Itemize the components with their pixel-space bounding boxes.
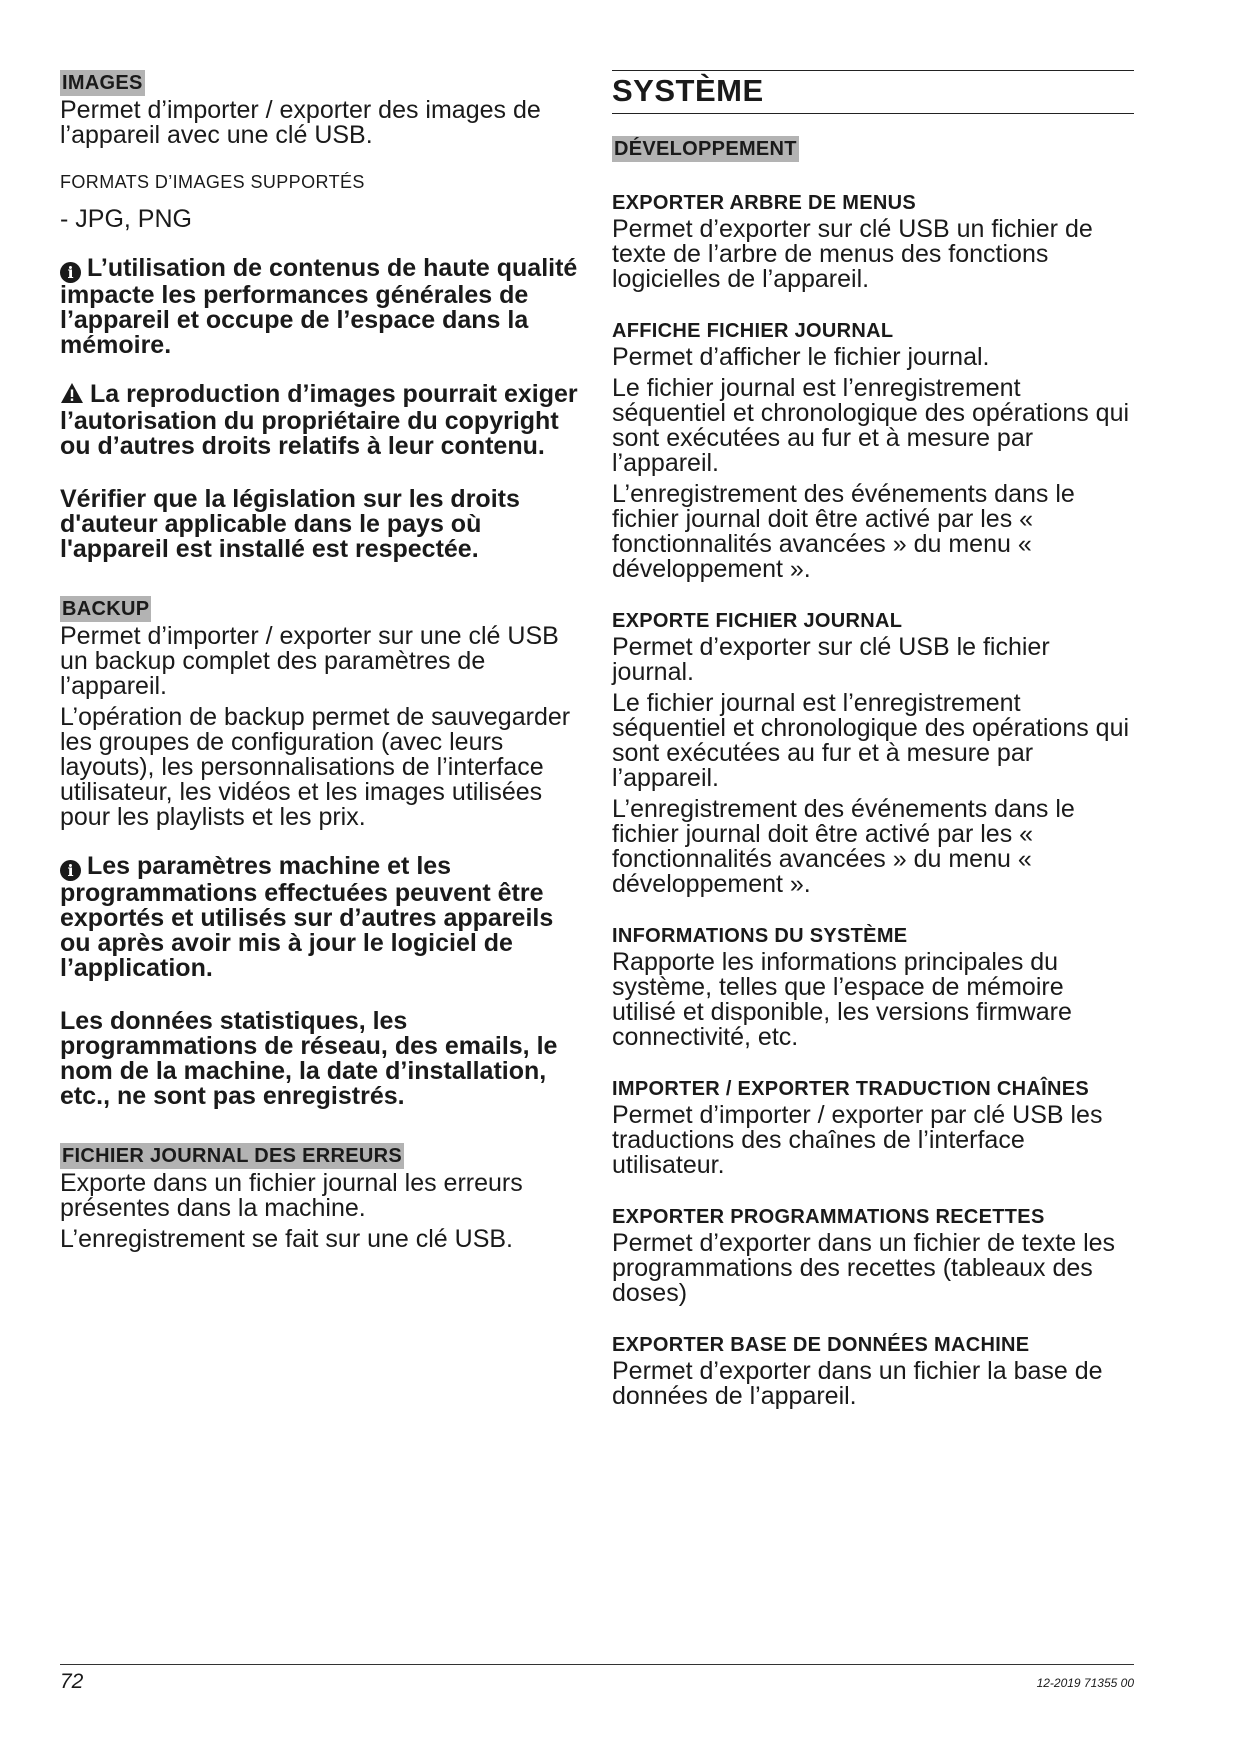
info-icon: i xyxy=(60,262,81,283)
show-log-heading: AFFICHE FICHIER JOURNAL xyxy=(612,320,894,342)
right-column xyxy=(612,70,1134,1409)
formats-list: - JPG, PNG xyxy=(60,205,192,233)
translation-heading: IMPORTER / EXPORTER TRADUCTION CHAÎNES xyxy=(612,1078,1089,1100)
recipes-heading: EXPORTER PROGRAMMATIONS RECETTES xyxy=(612,1206,1045,1228)
backup-text-1: Permet d’importer / exporter sur une clé USB un backup complet des paramètres de l’appareil. xyxy=(60,622,559,700)
menu-tree-text: Permet d’exporter sur clé USB un fichier de texte de l’arbre de menus des fonctions logicielles de l’appareil. xyxy=(612,215,1093,293)
show-log-text-3: L’enregistrement des événements dans le fichier journal doit être activé par les « fonctionnalités avancées » du menu « développement ». xyxy=(612,480,1075,583)
footer-divider xyxy=(60,1664,1134,1665)
development-heading: DÉVELOPPEMENT xyxy=(614,138,797,160)
system-info-text: Rapporte les informations principales du système, telles que l’espace de mémoire utilisé et disponible, les versions firmware connectivité, etc. xyxy=(612,948,1072,1051)
document-reference: 12-2019 71355 00 xyxy=(1036,1676,1134,1690)
warning-note xyxy=(60,382,580,459)
show-log-text-2: Le fichier journal est l’enregistrement séquentiel et chronologique des opérations qui sont exécutées au fur et à mesure par l’appareil. xyxy=(612,374,1130,477)
export-log-heading: EXPORTE FICHIER JOURNAL xyxy=(612,610,903,632)
menu-tree-heading: EXPORTER ARBRE DE MENUS xyxy=(612,192,916,214)
backup-text-2: L’opération de backup permet de sauvegarder les groupes de configuration (avec leurs layouts), les personnalisations de l’interface utilisateur, les vidéos et les images utilisées pour les playlists et les prix. xyxy=(60,703,571,831)
translation-text: Permet d’importer / exporter par clé USB les traductions des chaînes de l’interface utilisateur. xyxy=(612,1101,1103,1179)
show-log-text-1: Permet d’afficher le fichier journal. xyxy=(612,343,990,371)
formats-heading: FORMATS D’IMAGES SUPPORTÉS xyxy=(60,172,365,192)
system-title: SYSTÈME xyxy=(612,73,764,108)
page-number: 72 xyxy=(60,1670,84,1693)
system-title-bar xyxy=(612,70,1134,114)
system-info-heading: INFORMATIONS DU SYSTÈME xyxy=(612,925,908,947)
images-heading: IMAGES xyxy=(62,72,143,94)
error-log-text-1: Exporte dans un fichier journal les erreurs présentes dans la machine. xyxy=(60,1169,523,1222)
stats-note: Les données statistiques, les programmations de réseau, des emails, le nom de la machine, la date d’installation, etc., ne sont pas enregistrés. xyxy=(60,1007,558,1110)
left-column xyxy=(60,70,580,1252)
warning-note-text: La reproduction d’images pourrait exiger l’autorisation du propriétaire du copyright ou d’autres droits relatifs à leur contenu. xyxy=(60,380,578,460)
info-note-backup xyxy=(60,854,580,981)
info-note-images xyxy=(60,256,580,358)
legal-note: Vérifier que la législation sur les droits d'auteur applicable dans le pays où l'appareil est installé est respectée. xyxy=(60,485,520,563)
images-text: Permet d’importer / exporter des images de l’appareil avec une clé USB. xyxy=(60,96,541,149)
info-note-images-text: L’utilisation de contenus de haute qualité impacte les performances générales de l’appareil et occupe de l’espace dans la mémoire. xyxy=(60,254,578,359)
database-text: Permet d’exporter dans un fichier la base de données de l’appareil. xyxy=(612,1357,1103,1410)
error-log-text-2: L’enregistrement se fait sur une clé USB. xyxy=(60,1225,514,1253)
recipes-text: Permet d’exporter dans un fichier de texte les programmations des recettes (tableaux des doses) xyxy=(612,1229,1116,1307)
warning-icon xyxy=(60,382,84,409)
export-log-text-2: Le fichier journal est l’enregistrement séquentiel et chronologique des opérations qui sont exécutées au fur et à mesure par l’appareil. xyxy=(612,689,1130,792)
info-icon: i xyxy=(60,860,81,881)
info-note-backup-text: Les paramètres machine et les programmations effectuées peuvent être exportés et utilisés sur d’autres appareils ou après avoir mis à jour le logiciel de l’application. xyxy=(60,852,554,982)
database-heading: EXPORTER BASE DE DONNÉES MACHINE xyxy=(612,1334,1030,1356)
backup-heading: BACKUP xyxy=(62,598,150,620)
error-log-heading: FICHIER JOURNAL DES ERREURS xyxy=(62,1145,402,1167)
export-log-text-3: L’enregistrement des événements dans le fichier journal doit être activé par les « fonctionnalités avancées » du menu « développement ». xyxy=(612,795,1075,898)
export-log-text-1: Permet d’exporter sur clé USB le fichier journal. xyxy=(612,633,1050,686)
